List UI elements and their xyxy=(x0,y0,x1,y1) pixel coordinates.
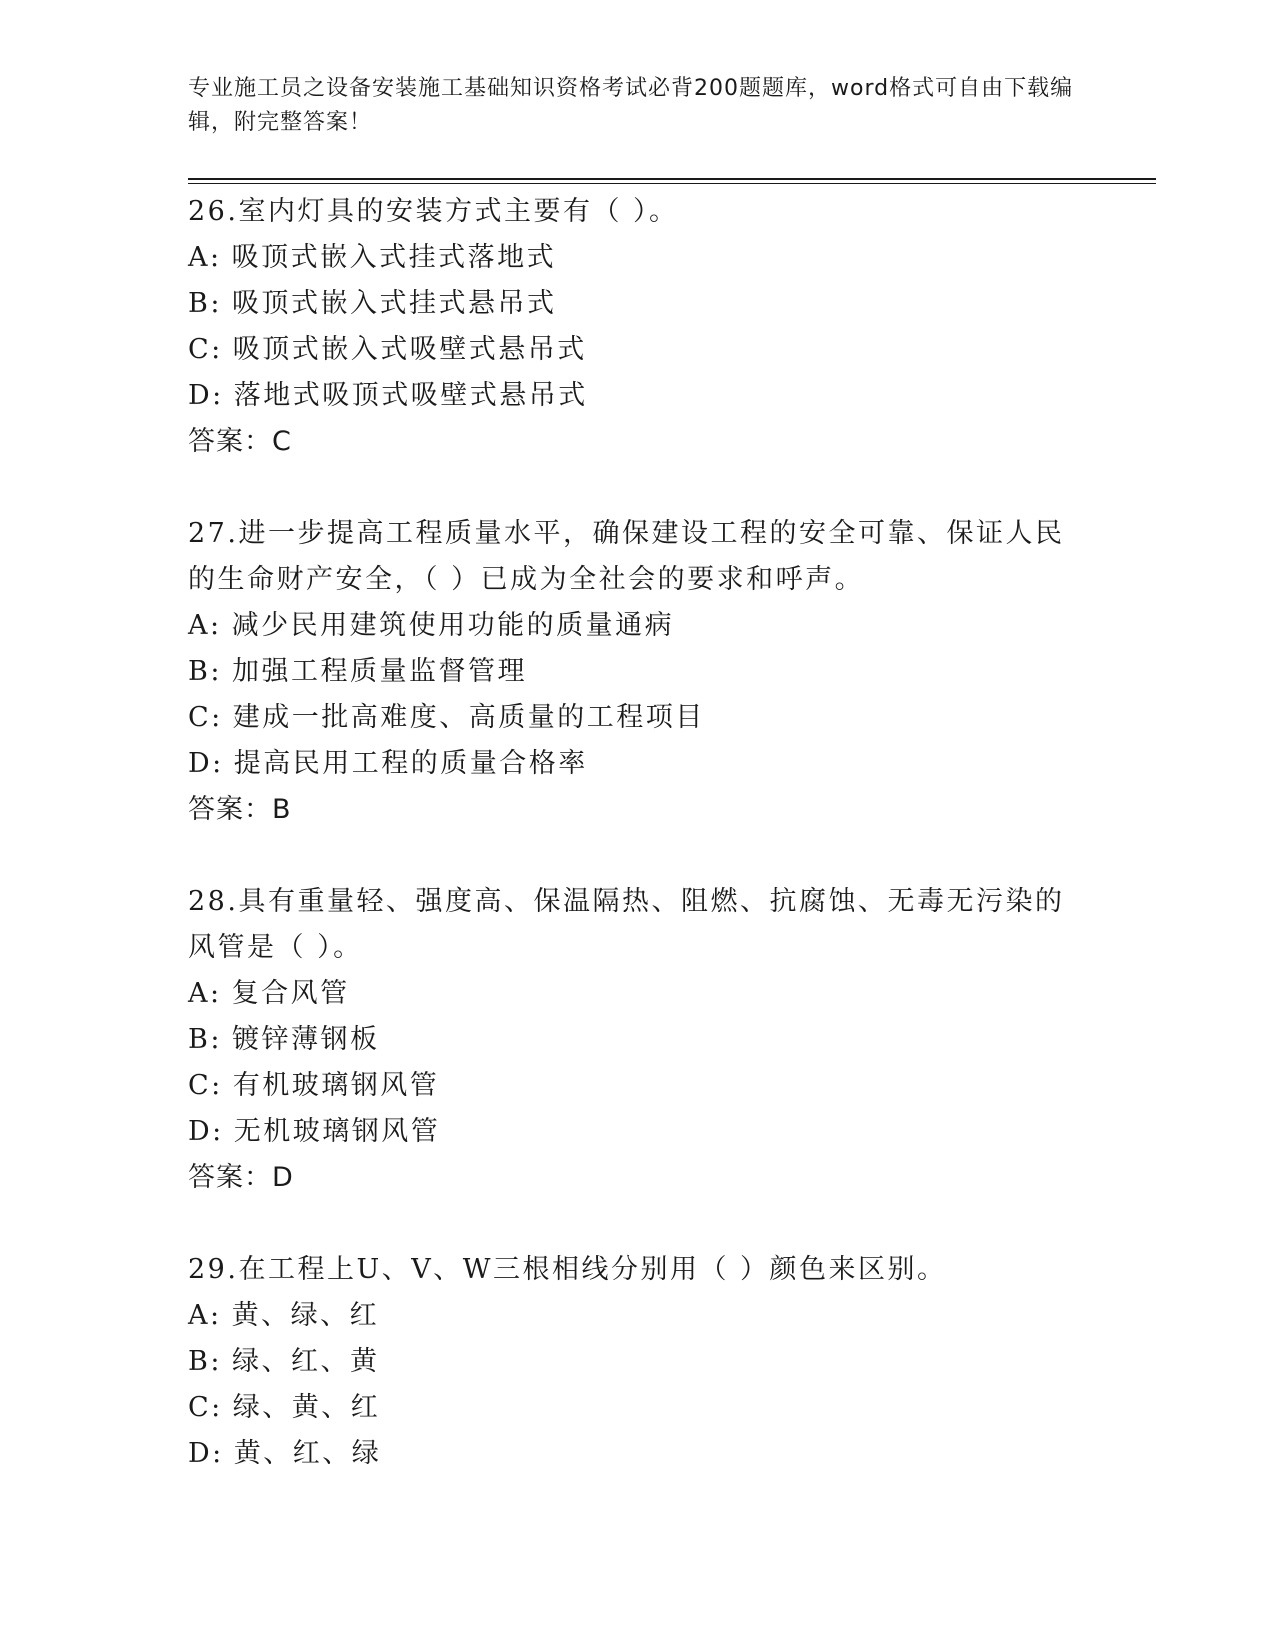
option-letter: A: xyxy=(188,610,222,641)
option-text: 复合风管 xyxy=(231,978,350,1009)
option-text: 减少民用建筑使用功能的质量通病 xyxy=(231,610,675,641)
option-text: 吸顶式嵌入式挂式悬吊式 xyxy=(231,288,557,319)
option-letter: C: xyxy=(188,1392,223,1423)
option-letter: D: xyxy=(188,1116,224,1147)
option-letter: C: xyxy=(188,334,223,365)
option-a xyxy=(188,971,1108,1017)
option-text: 绿、红、黄 xyxy=(231,1346,380,1377)
option-b xyxy=(188,281,1108,327)
option-b xyxy=(188,649,1108,695)
question-stem: 28.具有重量轻、强度高、保温隔热、阻燃、抗腐蚀、无毒无污染的风管是（ ）。 xyxy=(188,886,1065,963)
option-text: 落地式吸顶式吸壁式悬吊式 xyxy=(233,380,588,411)
answer-line: 答案：B xyxy=(188,794,292,825)
option-letter: D: xyxy=(188,748,224,779)
option-c xyxy=(188,695,1108,741)
option-letter: A: xyxy=(188,978,222,1009)
header-rule-thick xyxy=(188,178,1156,180)
option-letter: C: xyxy=(188,702,223,733)
question-list xyxy=(188,189,1108,1523)
question-26 xyxy=(188,189,1108,465)
option-text: 提高民用工程的质量合格率 xyxy=(233,748,588,779)
option-text: 黄、红、绿 xyxy=(233,1438,382,1469)
option-text: 无机玻璃钢风管 xyxy=(233,1116,441,1147)
option-c xyxy=(188,1385,1108,1431)
question-29 xyxy=(188,1247,1108,1477)
option-text: 加强工程质量监督管理 xyxy=(231,656,527,687)
option-text: 吸顶式嵌入式吸壁式悬吊式 xyxy=(232,334,587,365)
option-d xyxy=(188,1109,1108,1155)
option-letter: D: xyxy=(188,1438,224,1469)
option-d xyxy=(188,373,1108,419)
question-27 xyxy=(188,511,1108,833)
option-letter: B: xyxy=(188,288,222,319)
question-stem: 27.进一步提高工程质量水平，确保建设工程的安全可靠、保证人民的生命财产安全，（ ）已成为全社会的要求和呼声。 xyxy=(188,518,1065,595)
option-text: 建成一批高难度、高质量的工程项目 xyxy=(232,702,705,733)
option-letter: D: xyxy=(188,380,224,411)
answer-line: 答案：D xyxy=(188,1162,294,1193)
question-stem: 29.在工程上U、V、W三根相线分别用（ ）颜色来区别。 xyxy=(188,1254,947,1285)
option-letter: A: xyxy=(188,242,222,273)
header-rule-thin xyxy=(188,183,1156,184)
option-letter: B: xyxy=(188,1024,222,1055)
option-letter: C: xyxy=(188,1070,223,1101)
document-header: 专业施工员之设备安装施工基础知识资格考试必背200题题库，word格式可自由下载编辑，附完整答案！ xyxy=(188,76,1074,135)
option-text: 镀锌薄钢板 xyxy=(231,1024,380,1055)
option-d xyxy=(188,741,1108,787)
option-text: 吸顶式嵌入式挂式落地式 xyxy=(231,242,557,273)
option-a xyxy=(188,1293,1108,1339)
option-a xyxy=(188,235,1108,281)
option-letter: A: xyxy=(188,1300,222,1331)
option-b xyxy=(188,1339,1108,1385)
option-letter: B: xyxy=(188,656,222,687)
option-text: 绿、黄、红 xyxy=(232,1392,381,1423)
option-d xyxy=(188,1431,1108,1477)
option-b xyxy=(188,1017,1108,1063)
option-text: 有机玻璃钢风管 xyxy=(232,1070,440,1101)
option-c xyxy=(188,1063,1108,1109)
option-a xyxy=(188,603,1108,649)
question-stem: 26.室内灯具的安装方式主要有（ ）。 xyxy=(188,196,679,227)
answer-line: 答案：C xyxy=(188,426,292,457)
option-letter: B: xyxy=(188,1346,222,1377)
option-text: 黄、绿、红 xyxy=(231,1300,380,1331)
option-c xyxy=(188,327,1108,373)
question-28 xyxy=(188,879,1108,1201)
